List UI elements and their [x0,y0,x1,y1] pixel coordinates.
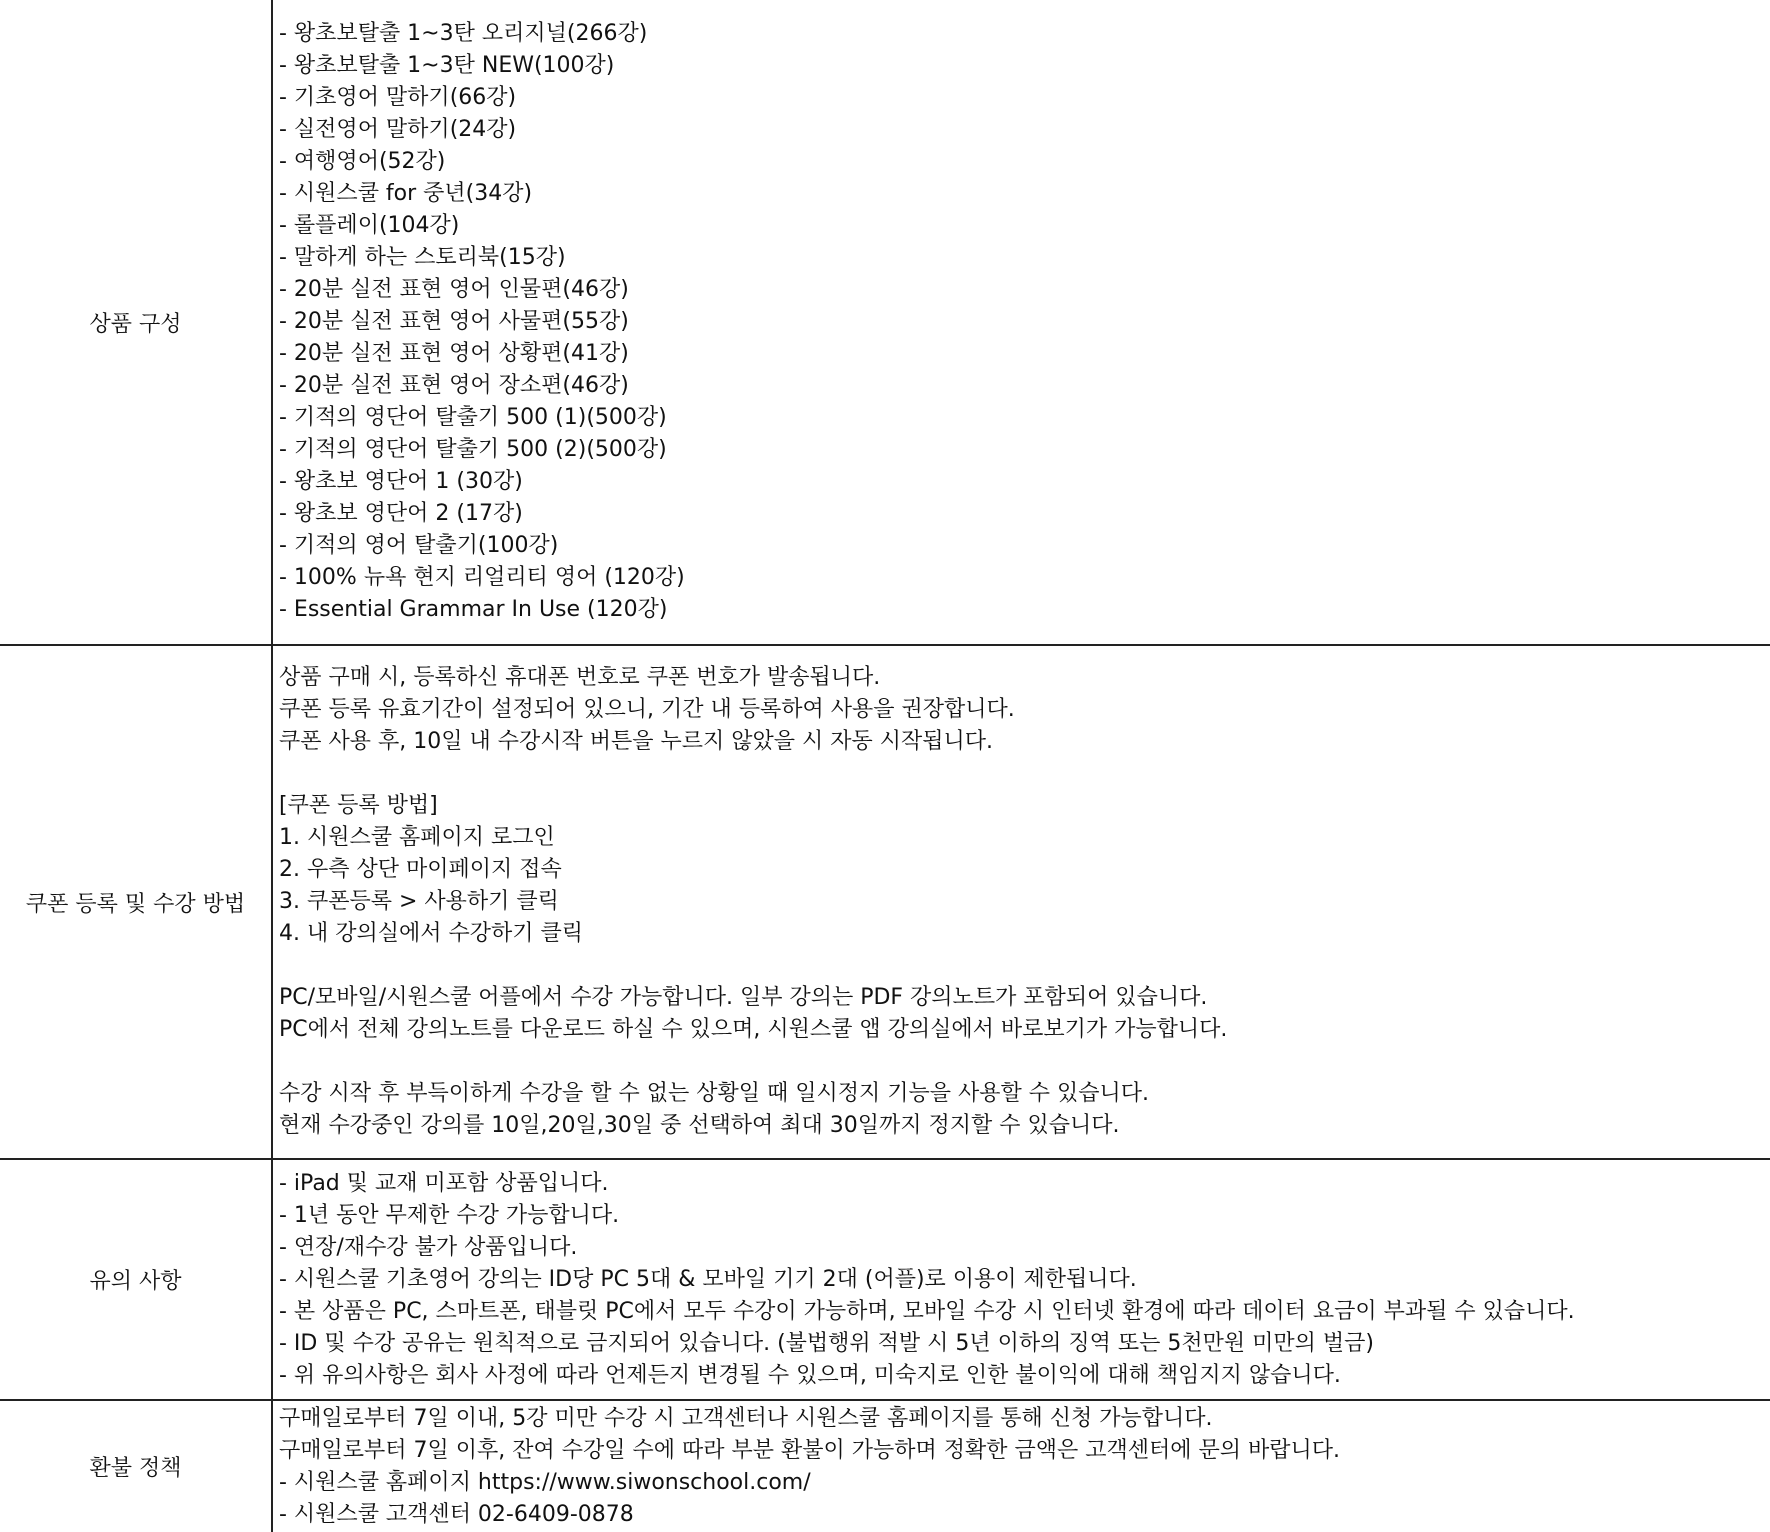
list-item: - 100% 뉴욕 현지 리얼리티 영어 (120강) [279,565,685,590]
coupon-label: 쿠폰 등록 및 수강 방법 [0,645,272,1159]
coupon-method-title: [쿠폰 등록 방법] [279,793,438,818]
notes-item: - 시원스쿨 기초영어 강의는 ID당 PC 5대 & 모바일 기기 2대 (어플)로 이용이 제한됩니다. [279,1266,1137,1292]
list-item: - 롤플레이(104강) [279,213,460,238]
coupon-device-line: PC/모바일/시원스쿨 어플에서 수강 가능합니다. 일부 강의는 PDF 강의노트가 포함되어 있습니다. [279,985,1208,1010]
spacer [279,950,1770,982]
coupon-step: 1. 시원스쿨 홈페이지 로그인 [279,825,555,850]
composition-row [0,0,1770,645]
coupon-device-line: PC에서 전체 강의노트를 다운로드 하실 수 있으며, 시원스쿨 앱 강의실에서 바로보기가 가능합니다. [279,1017,1228,1042]
composition-label: 상품 구성 [0,0,272,645]
refund-label: 환불 정책 [0,1400,272,1532]
list-item: - 왕초보탈출 1~3탄 오리지널(266강) [279,21,648,46]
notes-item: - 연장/재수강 불가 상품입니다. [279,1234,578,1260]
coupon-content [272,645,1770,1159]
coupon-pause-line: 현재 수강중인 강의를 10일,20일,30일 중 선택하여 최대 30일까지 정지할 수 있습니다. [279,1113,1120,1138]
notes-label: 유의 사항 [0,1159,272,1400]
list-item: - 20분 실전 표현 영어 인물편(46강) [279,277,629,302]
refund-row [0,1400,1770,1532]
list-item: - 여행영어(52강) [279,149,446,174]
list-item: - 기적의 영단어 탈출기 500 (1)(500강) [279,405,667,430]
list-item: - 20분 실전 표현 영어 상황편(41강) [279,341,629,366]
notes-item: - 위 유의사항은 회사 사정에 따라 언제든지 변경될 수 있으며, 미숙지로 인한 불이익에 대해 책임지지 않습니다. [279,1362,1341,1388]
coupon-row [0,645,1770,1159]
refund-line: 구매일로부터 7일 이후, 잔여 수강일 수에 따라 부분 환불이 가능하며 정확한 금액은 고객센터에 문의 바랍니다. [279,1437,1340,1463]
list-item: - 왕초보 영단어 1 (30강) [279,469,523,494]
list-item: - 시원스쿨 for 중년(34강) [279,181,533,206]
refund-phone: - 시원스쿨 고객센터 02-6409-0878 [279,1501,634,1527]
notes-item: - ID 및 수강 공유는 원칙적으로 금지되어 있습니다. (불법행위 적발 시 5년 이하의 징역 또는 5천만원 미만의 벌금) [279,1330,1374,1356]
list-item: - Essential Grammar In Use (120강) [279,597,668,622]
coupon-step: 2. 우측 상단 마이페이지 접속 [279,857,562,882]
list-item: - 실전영어 말하기(24강) [279,117,517,142]
list-item: - 20분 실전 표현 영어 장소편(46강) [279,373,629,398]
composition-content [272,0,1770,645]
coupon-step: 4. 내 강의실에서 수강하기 클릭 [279,921,583,946]
coupon-intro-line: 쿠폰 등록 유효기간이 설정되어 있으니, 기간 내 등록하여 사용을 권장합니다. [279,697,1015,722]
list-item: - 기초영어 말하기(66강) [279,85,517,110]
list-item: - 20분 실전 표현 영어 사물편(55강) [279,309,629,334]
notes-item: - iPad 및 교재 미포함 상품입니다. [279,1170,609,1196]
list-item: - 왕초보탈출 1~3탄 NEW(100강) [279,53,615,78]
notes-row [0,1159,1770,1400]
list-item: - 기적의 영어 탈출기(100강) [279,533,559,558]
coupon-pause-line: 수강 시작 후 부득이하게 수강을 할 수 없는 상황일 때 일시정지 기능을 사용할 수 있습니다. [279,1081,1149,1106]
list-item: - 말하게 하는 스토리북(15강) [279,245,566,270]
notes-item: - 본 상품은 PC, 스마트폰, 태블릿 PC에서 모두 수강이 가능하며, 모바일 수강 시 인터넷 환경에 따라 데이터 요금이 부과될 수 있습니다. [279,1298,1575,1324]
list-item: - 왕초보 영단어 2 (17강) [279,501,523,526]
coupon-step: 3. 쿠폰등록 > 사용하기 클릭 [279,889,559,914]
coupon-intro-line: 상품 구매 시, 등록하신 휴대폰 번호로 쿠폰 번호가 발송됩니다. [279,665,881,690]
refund-content [272,1400,1770,1532]
spacer [279,1046,1770,1078]
notes-item: - 1년 동안 무제한 수강 가능합니다. [279,1202,620,1228]
spacer [279,758,1770,790]
refund-homepage-link[interactable]: - 시원스쿨 홈페이지 https://www.siwonschool.com/ [279,1469,811,1495]
refund-line: 구매일로부터 7일 이내, 5강 미만 수강 시 고객센터나 시원스쿨 홈페이지를 통해 신청 가능합니다. [279,1405,1213,1431]
list-item: - 기적의 영단어 탈출기 500 (2)(500강) [279,437,667,462]
notes-content [272,1159,1770,1400]
coupon-intro-line: 쿠폰 사용 후, 10일 내 수강시작 버튼을 누르지 않았을 시 자동 시작됩니다. [279,729,993,754]
